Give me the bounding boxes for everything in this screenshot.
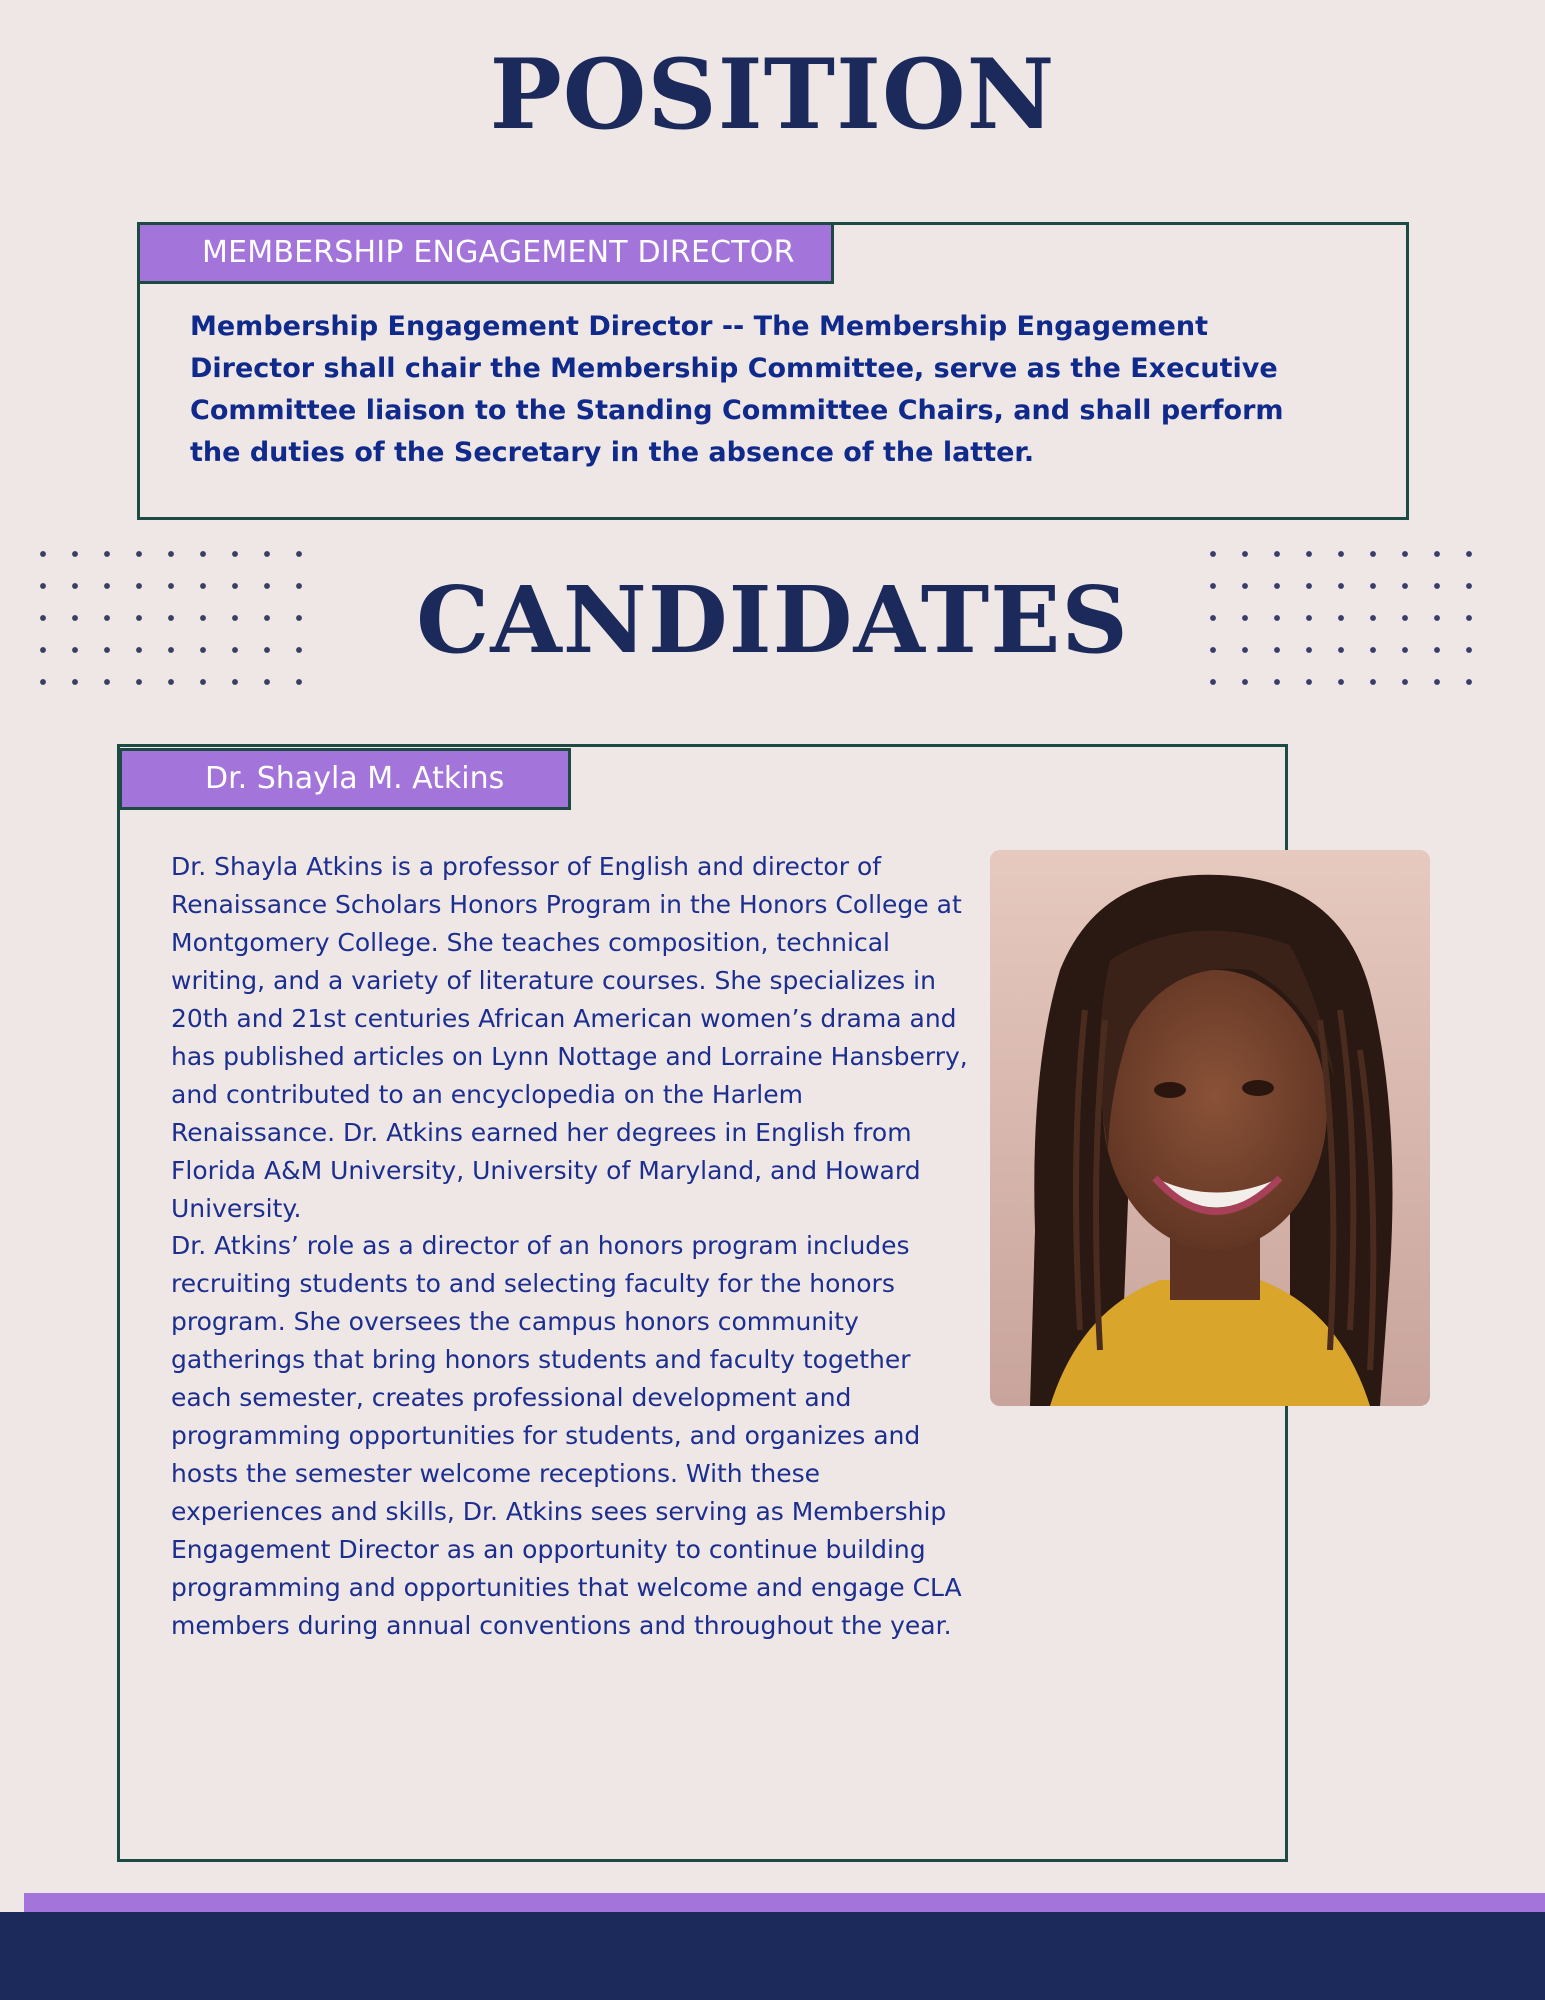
position-description: Membership Engagement Director -- The Membership Engagement Director shall chair the Membership Committee, serve as the Executive Committee liaison to the Standing Committee Chairs, and shall perform the duties of the Secretary in the absence of the latter. — [190, 311, 1284, 468]
position-tab-label: MEMBERSHIP ENGAGEMENT DIRECTOR — [137, 222, 834, 284]
candidates-heading: CANDIDATES — [416, 566, 1129, 674]
candidate-bio-paragraph-1: Dr. Shayla Atkins is a professor of English and director of Renaissance Scholars Honors Program in the Honors College at Montgomery College. She teaches composition, technical writing, and a variety of literature courses. She specializes in 20th and 21st centuries African American women’s drama and has published articles on Lynn Nottage and Lorraine Hansberry, and contributed to an encyclopedia on the Harlem Renaissance. Dr. Atkins earned her degrees in English from Florida A&M University, University of Maryland, and Howard University. — [171, 852, 968, 1223]
footer-bar — [0, 1912, 1545, 2000]
candidate-photo — [990, 850, 1430, 1406]
candidate-bio-paragraph-2: Dr. Atkins’ role as a director of an honors program includes recruiting students to and selecting faculty for the honors program. She oversees the campus honors community gatherings that bring honors students and faculty together each semester, creates professional development and programming opportunities for students, and organizes and hosts the semester welcome receptions. With these experiences and skills, Dr. Atkins sees serving as Membership Engagement Director as an opportunity to continue building programming and opportunities that welcome and engage CLA members during annual conventions and throughout the year. — [171, 1231, 962, 1640]
position-heading: POSITION — [489, 38, 1056, 151]
candidate-name-tab: Dr. Shayla M. Atkins — [119, 748, 571, 810]
